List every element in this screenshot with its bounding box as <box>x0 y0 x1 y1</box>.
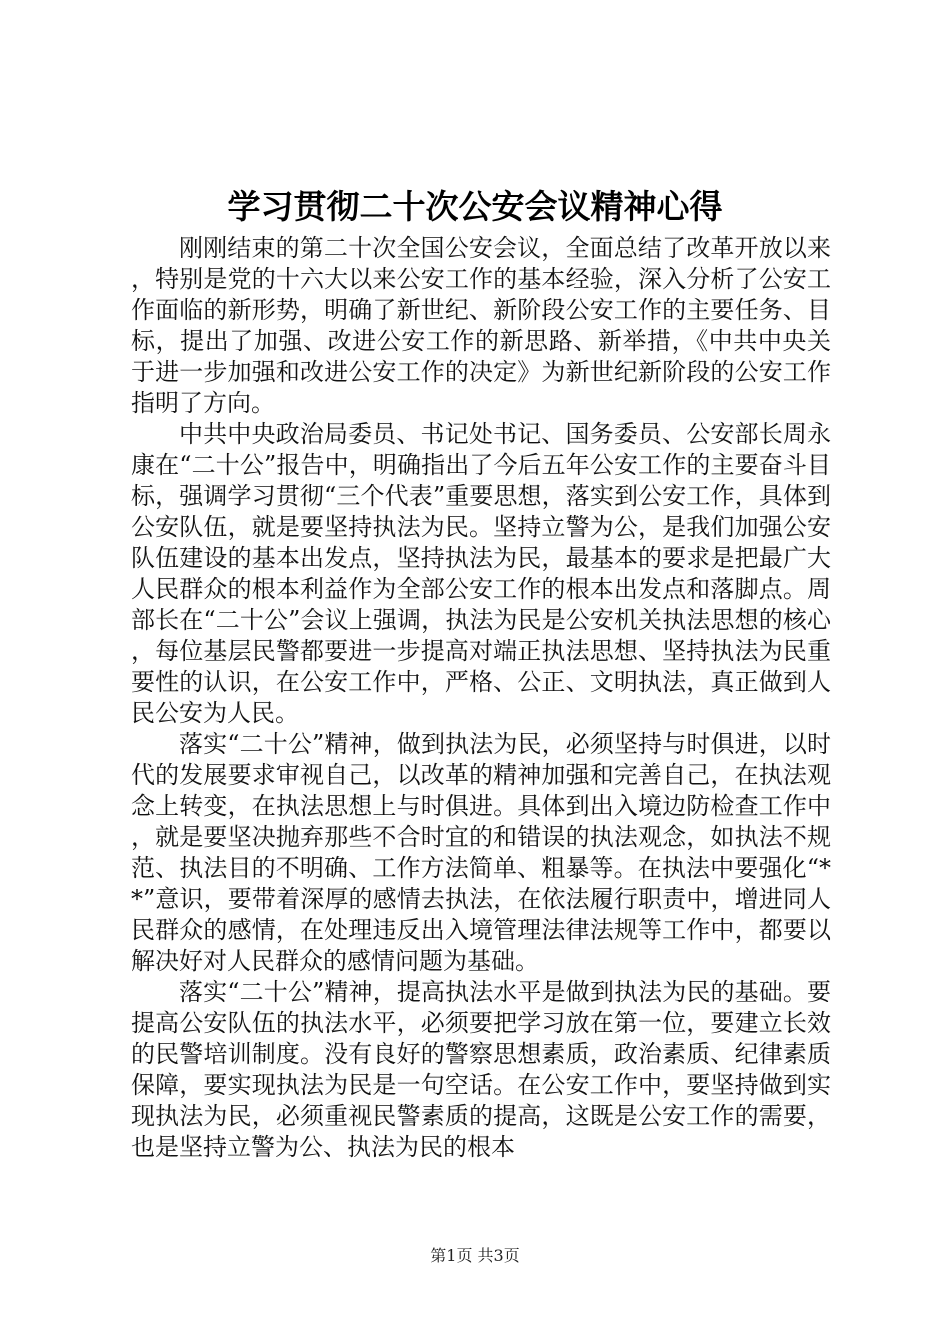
paragraph-4: 落实“二十公”精神，提高执法水平是做到执法为民的基础。要提高公安队伍的执法水平，必须要把学习放在第一位，要建立长效的民警培训制度。没有良好的警察思想素质，政治素质、纪律素质保障，要实现执法为民是一句空话。在公安工作中，要坚持做到实现执法为民，必须重视民警素质的提高，这既是公安工作的需要，也是坚持立警为公、执法为民的根本 <box>131 978 831 1161</box>
document-title: 学习贯彻二十次公安会议精神心得 <box>227 187 723 226</box>
paragraph-2: 中共中央政治局委员、书记处书记、国务委员、公安部长周永康在“二十公”报告中，明确指出了今后五年公安工作的主要奋斗目标，强调学习贯彻“三个代表”重要思想，落实到公安工作，具体到公安队伍，就是要坚持执法为民。坚持立警为公，是我们加强公安队伍建设的基本出发点，坚持执法为民，最基本的要求是把最广大人民群众的根本利益作为全部公安工作的根本出发点和落脚点。周部长在“二十公”会议上强调，执法为民是公安机关执法思想的核心，每位基层民警都要进一步提高对端正执法思想、坚持执法为民重要性的认识，在公安工作中，严格、公正、文明执法，真正做到人民公安为人民。 <box>131 420 831 727</box>
paragraph-1: 刚刚结束的第二十次全国公安会议，全面总结了改革开放以来，特别是党的十六大以来公安工作的基本经验，深入分析了公安工作面临的新形势，明确了新世纪、新阶段公安工作的主要任务、目标，提出了加强、改进公安工作的新思路、新举措，《中共中央关于进一步加强和改进公安工作的决定》为新世纪新阶段的公安工作指明了方向。 <box>131 234 831 417</box>
document-body <box>131 233 831 1163</box>
paragraph-3: 落实“二十公”精神，做到执法为民，必须坚持与时俱进，以时代的发展要求审视自己，以改革的精神加强和完善自己，在执法观念上转变，在执法思想上与时俱进。具体到出入境边防检查工作中，就是要坚决抛弃那些不合时宜的和错误的执法观念，如执法不规范、执法目的不明确、工作方法简单、粗暴等。在执法中要强化“**”意识，要带着深厚的感情去执法，在依法履行职责中，增进同人民群众的感情，在处理违反出入境管理法律法规等工作中，都要以解决好对人民群众的感情问题为基础。 <box>131 730 831 975</box>
page-number-footer: 第1页 共3页 <box>430 1246 520 1265</box>
